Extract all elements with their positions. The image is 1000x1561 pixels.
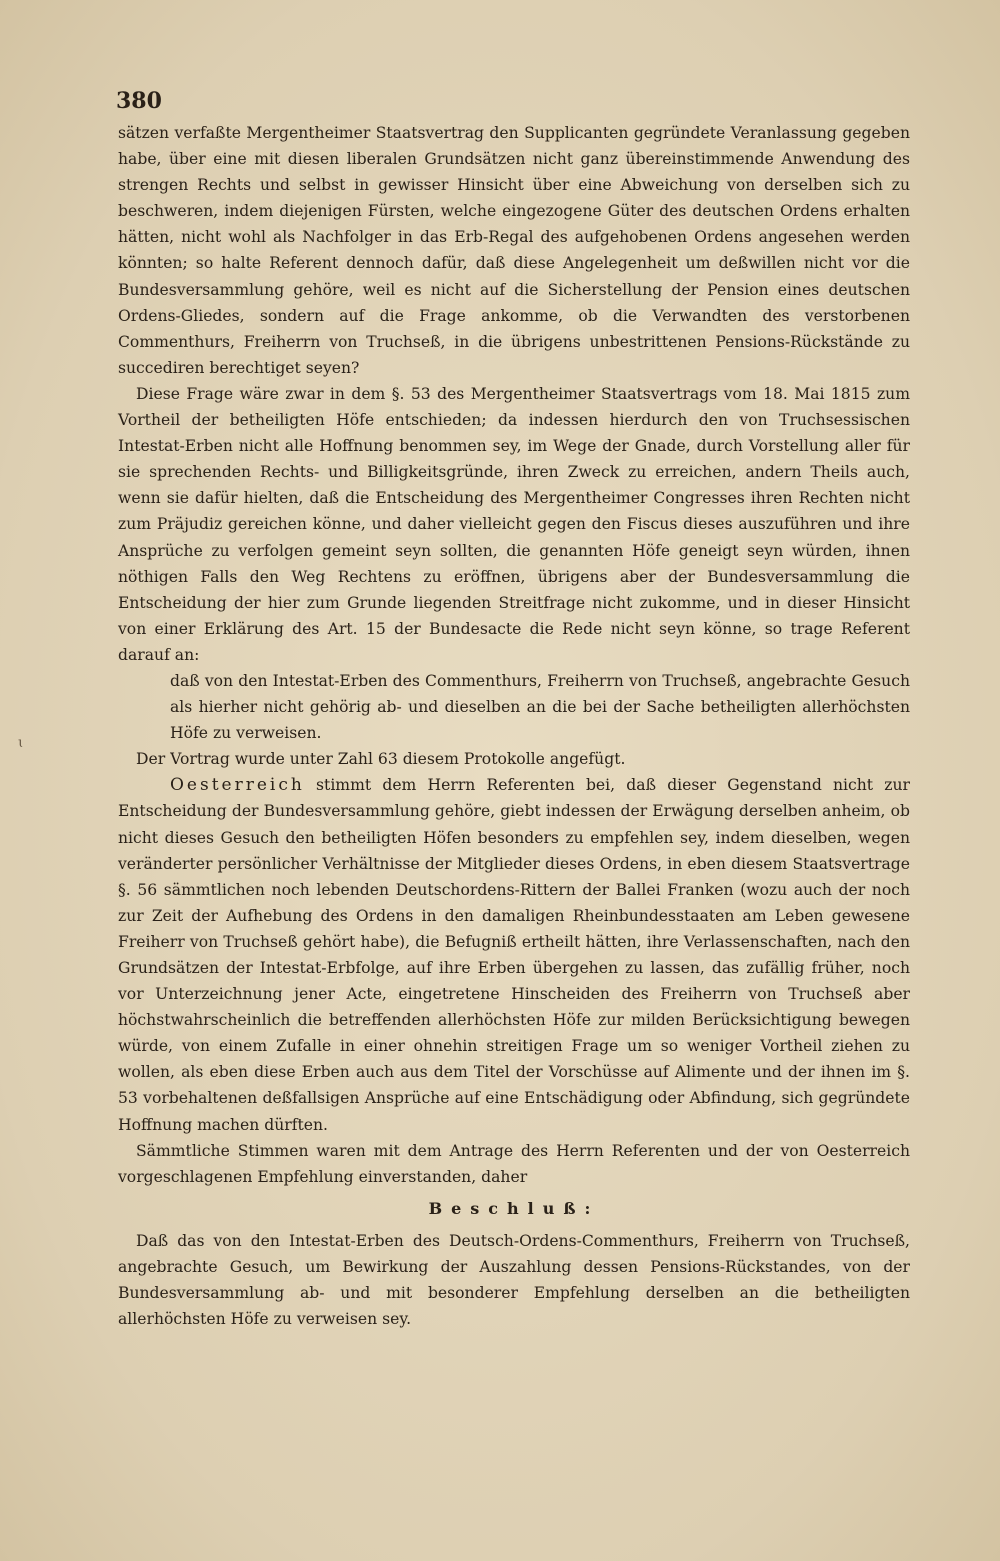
paragraph-frage: Diese Frage wäre zwar in dem §. 53 des Mergentheimer Staatsvertrags vom 18. Mai 1815 zum Vortheil der betheiligten Höfe entschieden; da indessen hierdurch den von Truchsessischen Intestat-Erben nicht alle Hoffnung benommen sey, im Wege der Gnade, durch Vorstellung aller für sie sprechenden Rechts- und Billigkeitsgründe, ihren Zweck zu erreichen, andern Theils auch, wenn sie dafür hielten, daß die Entscheidung des Mergentheimer Congresses ihren Rechten nicht zum Präjudiz gereichen könne, und daher vielleicht gegen den Fiscus dieses auszuführen und ihre Ansprüche zu verfolgen gemeint seyn sollten, die genannten Höfe geneigt seyn würden, ihnen nöthigen Falls den Weg Rechtens zu eröffnen, übrigens aber der Bundesversammlung die Entscheidung der hier zum Grunde liegenden Streitfrage nicht zukomme, und in dieser Hinsicht von einer Erklärung des Art. 15 der Bundesacte die Rede nicht seyn könne, so trage Referent darauf an: <box>118 384 910 664</box>
vortrag-note: Der Vortrag wurde unter Zahl 63 diesem Protokolle angefügt. <box>136 750 626 769</box>
document-body <box>118 120 910 1332</box>
resolution-text: Daß das von den Intestat-Erben des Deutsch-Ordens-Commenthurs, Freiherrn von Truchseß, angebrachte Gesuch, um Bewirkung der Auszahlung dessen Pensions-Rückstandes, von der Bundesversammlung ab- und mit besonderer Empfehlung derselben an die betheiligten allerhöchsten Höfe zu verweisen sey. <box>118 1231 910 1329</box>
resolution-heading: Beschluß: <box>428 1198 600 1218</box>
margin-mark: ɩ <box>18 735 24 751</box>
motion-text: daß von den Intestat-Erben des Commenthurs, Freiherrn von Truchseß, angebrachte Gesuch als hierher nicht gehörig ab- und dieselben an die bei der Sache betheiligten allerhöchsten Höfe zu verweisen. <box>170 671 910 743</box>
austria-text: stimmt dem Herrn Referenten bei, daß dieser Gegenstand nicht zur Entscheidung der Bundesversammlung gehöre, giebt indessen der Erwägung derselben anheim, ob nicht dieses Gesuch den betheiligten Höfen besonders zu empfehlen sey, indem dieselben, wegen veränderter persönlicher Verhältnisse der Mitglieder dieses Ordens, in eben diesem Staatsvertrage §. 56 sämmtlichen noch lebenden Deutschordens-Rittern der Ballei Franken (wozu auch der noch zur Zeit der Aufhebung des Ordens in den damaligen Rheinbundesstaaten am Leben gewesene Freiherr von Truchseß gehört habe), die Befugniß ertheilt hätten, ihre Verlassenschaften, nach den Grundsätzen der Intestat-Erbfolge, auf ihre Erben übergehen zu lassen, das zufällig früher, noch vor Unterzeichnung jener Acte, eingetretene Hinscheiden des Freiherrn von Truchseß aber höchstwahrscheinlich die betreffenden allerhöchsten Höfe zur milden Berücksichtigung bewegen würde, von einem Zufalle in einer ohnehin streitigen Frage um so weniger Vortheil ziehen zu wollen, als eben diese Erben auch aus dem Titel der Vorschüsse auf Alimente und der ihnen im §. 53 vorbehaltenen deßfallsigen Ansprüche auf eine Entschädigung oder Abfindung, sich gegründete Hoffnung machen dürften. <box>118 776 910 1134</box>
austria-vote <box>118 772 910 1137</box>
austria-name: Oesterreich <box>170 775 305 796</box>
paragraph-continuation: sätzen verfaßte Mergentheimer Staatsvertrag den Supplicanten gegründete Veranlassung gegeben habe, über eine mit diesen liberalen Grundsätzen nicht ganz übereinstimmende Anwendung des strengen Rechts und selbst in gewisser Hinsicht über eine Abweichung von derselben sich zu beschweren, indem diejenigen Fürsten, welche eingezogene Güter des deutschen Ordens erhalten hätten, nicht wohl als Nachfolger in das Erb-Regal des aufgehobenen Ordens angesehen werden könnten; so halte Referent dennoch dafür, daß diese Angelegenheit um deßwillen nicht vor die Bundesversammlung gehöre, weil es nicht auf die Sicherstellung der Pension eines deutschen Ordens-Gliedes, sondern auf die Frage ankomme, ob die Verwandten des verstorbenen Commenthurs, Freiherrn von Truchseß, in die übrigens unbestrittenen Pensions-Rückstände zu succediren berechtiget seyen? <box>118 124 910 377</box>
motion-block <box>118 668 910 746</box>
page-number: 380 <box>116 88 162 114</box>
unanimous-statement: Sämmtliche Stimmen waren mit dem Antrage des Herrn Referenten und der von Oesterreich vorgeschlagenen Empfehlung einverstanden, daher <box>118 1141 910 1186</box>
